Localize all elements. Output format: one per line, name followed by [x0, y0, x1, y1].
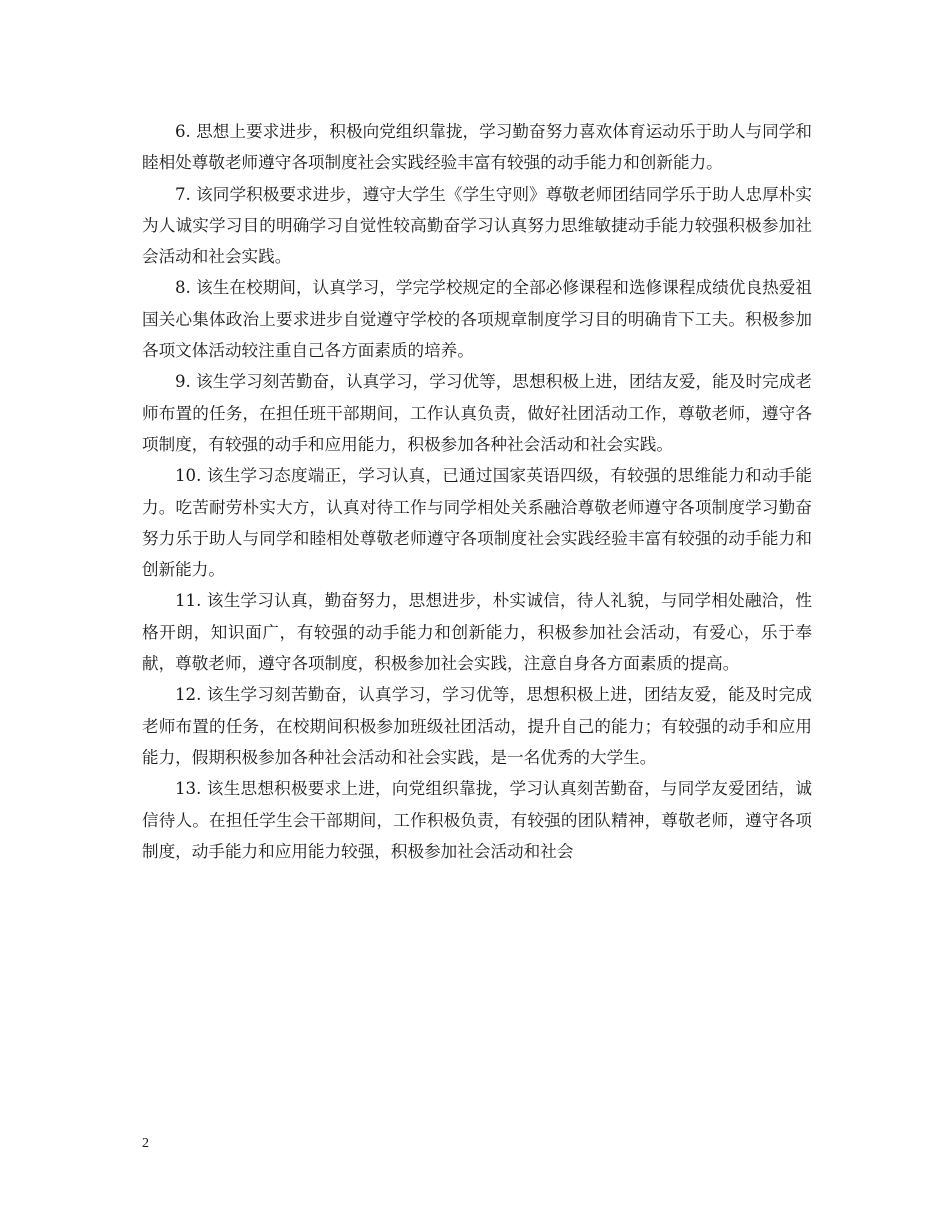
paragraph-11: 11. 该生学习认真，勤奋努力，思想进步，朴实诚信，待人礼貌，与同学相处融洽，性格开朗，知识面广，有较强的动手能力和创新能力，积极参加社会活动，有爱心，乐于奉献，尊敬老师，遵守各项制度，积极参加社会实践，注意自身各方面素质的提高。 [142, 591, 812, 674]
body-text [142, 116, 812, 867]
paragraph-13: 13. 该生思想积极要求上进，向党组织靠拢，学习认真刻苦勤奋，与同学友爱团结，诚信待人。在担任学生会干部期间，工作积极负责，有较强的团队精神，尊敬老师，遵守各项制度，动手能力和应用能力较强，积极参加社会活动和社会 [142, 779, 812, 861]
paragraph-7: 7. 该同学积极要求进步，遵守大学生《学生守则》尊敬老师团结同学乐于助人忠厚朴实为人诚实学习目的明确学习自觉性较高勤奋学习认真努力思维敏捷动手能力较强积极参加社会活动和社会实践。 [142, 184, 812, 267]
paragraph-8: 8. 该生在校期间，认真学习，学完学校规定的全部必修课程和选修课程成绩优良热爱祖国关心集体政治上要求进步自觉遵守学校的各项规章制度学习目的明确肯下工夫。积极参加各项文体活动较注重自己各方面素质的培养。 [142, 278, 812, 361]
paragraph-6: 6. 思想上要求进步，积极向党组织靠拢，学习勤奋努力喜欢体育运动乐于助人与同学和睦相处尊敬老师遵守各项制度社会实践经验丰富有较强的动手能力和创新能力。 [142, 122, 812, 173]
paragraph-9: 9. 该生学习刻苦勤奋，认真学习，学习优等，思想积极上进，团结友爱，能及时完成老师布置的任务，在担任班干部期间，工作认真负责，做好社团活动工作，尊敬老师，遵守各项制度，有较强的动手和应用能力，积极参加各种社会活动和社会实践。 [142, 372, 812, 454]
page-number: 2 [142, 1136, 149, 1151]
paragraph-10: 10. 该生学习态度端正，学习认真，已通过国家英语四级，有较强的思维能力和动手能力。吃苦耐劳朴实大方，认真对待工作与同学相处关系融洽尊敬老师遵守各项制度学习勤奋努力乐于助人与同学和睦相处尊敬老师遵守各项制度社会实践经验丰富有较强的动手能力和创新能力。 [142, 466, 812, 580]
paragraph-12: 12. 该生学习刻苦勤奋，认真学习，学习优等，思想积极上进，团结友爱，能及时完成老师布置的任务，在校期间积极参加班级社团活动，提升自己的能力；有较强的动手和应用能力，假期积极参加各种社会活动和社会实践，是一名优秀的大学生。 [142, 685, 812, 767]
